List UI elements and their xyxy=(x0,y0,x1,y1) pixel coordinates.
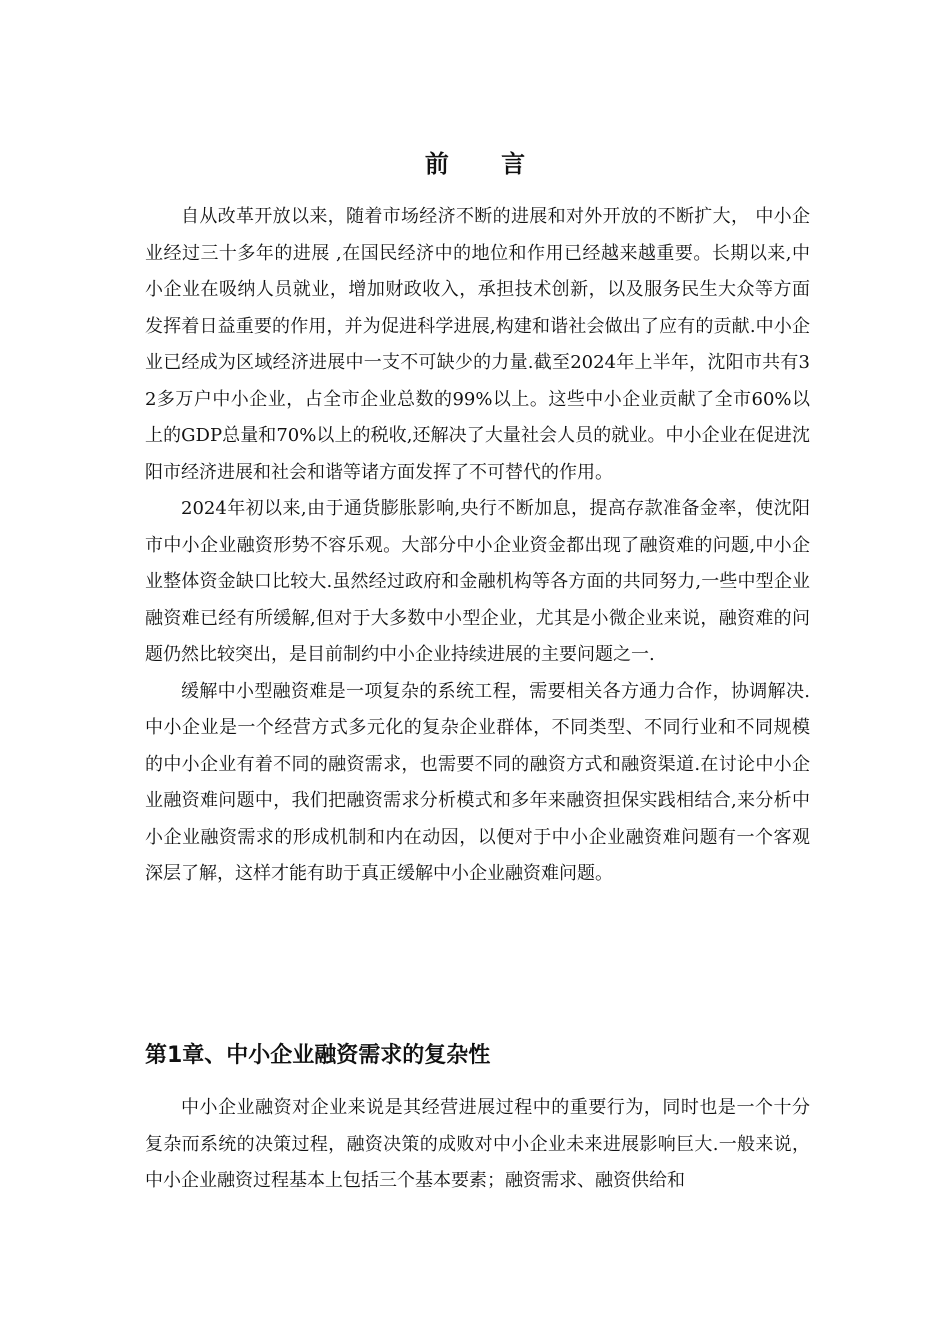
chapter-1-paragraph-1: 中小企业融资对企业来说是其经营进展过程中的重要行为，同时也是一个十分复杂而系统的决策过程，融资决策的成败对中小企业未来进展影响巨大.一般来说，中小企业融资过程基本上包括三个基本要素；融资需求、融资供给和 xyxy=(145,1097,810,1191)
chapter-1-heading: 第1章、中小企业融资需求的复杂性 xyxy=(145,1043,491,1068)
preface-paragraph-2: 2024年初以来,由于通货膨胀影响,央行不断加息，提高存款准备金率，使沈阳市中小企业融资形势不容乐观。大部分中小企业资金都出现了融资难的问题,中小企业整体资金缺口比较大.虽然经过政府和金融机构等各方面的共同努力,一些中型企业融资难已经有所缓解,但对于大多数中小型企业，尤其是小微企业来说，融资难的问题仍然比较突出，是目前制约中小企业持续进展的主要问题之一. xyxy=(145,498,810,665)
preface-title: 前 言 xyxy=(424,150,548,178)
preface-paragraph-3: 缓解中小型融资难是一项复杂的系统工程，需要相关各方通力合作，协调解决.中小企业是一个经营方式多元化的复杂企业群体，不同类型、不同行业和不同规模的中小企业有着不同的融资需求，也需要不同的融资方式和融资渠道.在讨论中小企业融资难问题中，我们把融资需求分析模式和多年来融资担保实践相结合,来分析中小企业融资需求的形成机制和内在动因，以便对于中小企业融资难问题有一个客观深层了解，这样才能有助于真正缓解中小企业融资难问题。 xyxy=(145,680,810,884)
preface-paragraph-1: 自从改革开放以来，随着市场经济不断的进展和对外开放的不断扩大， 中小企业经过三十多年的进展 ,在国民经济中的地位和作用已经越来越重要。长期以来,中小企业在吸纳人员就业，增加财政收入，承担技术创新，以及服务民生大众等方面发挥着日益重要的作用，并为促进科学进展,构建和谐社会做出了应有的贡献.中小企业已经成为区域经济进展中一支不可缺少的力量.截至2024年上半年，沈阳市共有32多万户中小企业，占全市企业总数的99%以上。这些中小企业贡献了全市60%以上的GDP总量和70%以上的税收,还解决了大量社会人员的就业。中小企业在促进沈阳市经济进展和社会和谐等诸方面发挥了不可替代的作用。 xyxy=(145,206,810,483)
chapter-1-body xyxy=(145,1090,810,1200)
preface-body xyxy=(145,199,810,893)
